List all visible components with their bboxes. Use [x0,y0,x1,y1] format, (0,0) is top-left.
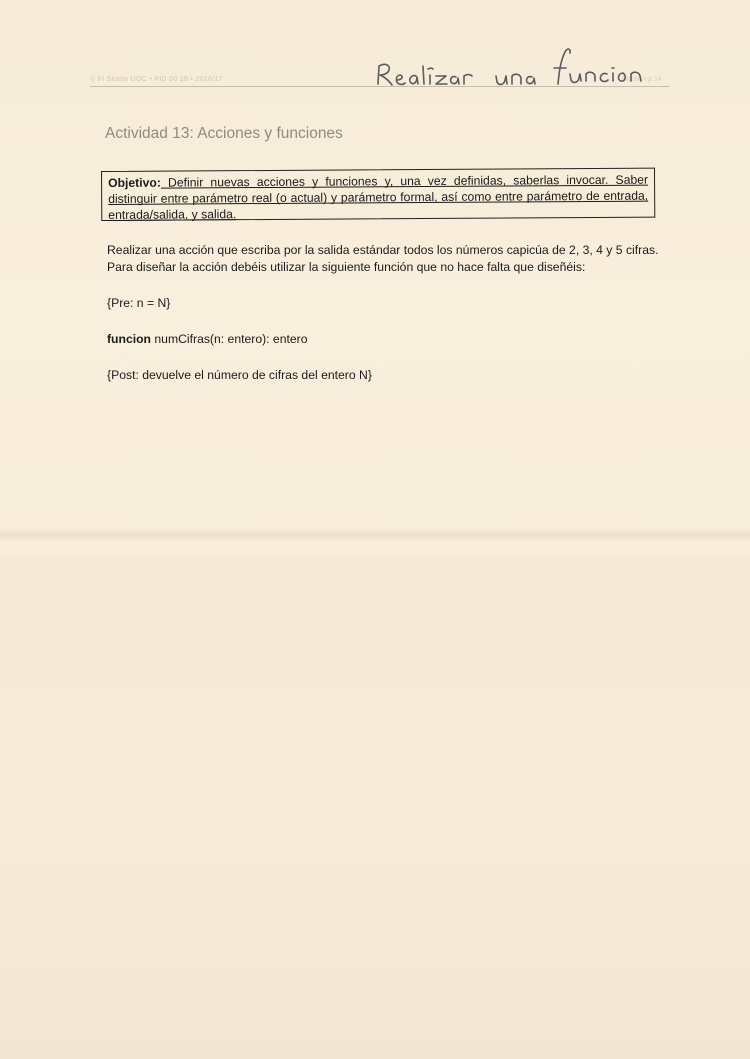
activity-title: Actividad 13: Acciones y funciones [105,125,343,142]
postcondition: {Post: devuelve el número de cifras del entero N} [107,368,372,382]
paper-fold [0,528,750,542]
statement-intro: Realizar una acción que escriba por la salida estándar todos los números capicúa de 2, 3, 4 y 5 cifras. Para diseñar la acción debéis utilizar la siguiente función que no hace falta que diseñéis: [107,243,659,274]
exercise-statement [107,242,667,384]
handwritten-note [370,44,650,92]
function-signature: numCifras(n: entero): entero [151,332,308,346]
page-header-left: © FI Studio UOC • PID 00 18 • 2016/17 [90,76,223,83]
objective-box [101,168,655,221]
function-keyword: funcion [107,332,152,346]
objective-label: Objetivo: [108,175,161,190]
objective-text: Definir nuevas acciones y funciones y, una vez definidas, saberlas invocar. Saber distinguir entre parámetro real (o actual) y parámetro formal, así como entre parámetro de entrada, entrada/salida, y salida. [108,172,649,222]
page-header-right: Studio • p 14 [622,76,662,83]
precondition: {Pre: n = N} [107,296,171,310]
function-declaration [107,331,667,348]
